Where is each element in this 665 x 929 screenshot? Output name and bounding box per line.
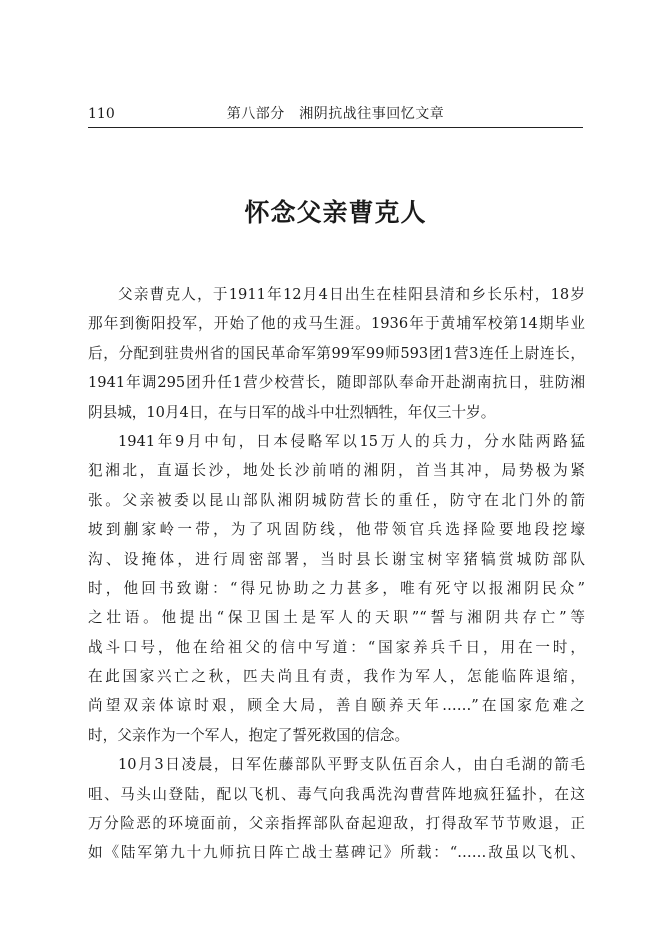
text-line: 如《陆军第九十九师抗日阵亡战士墓碑记》所载：“……敌虽以飞机、: [88, 844, 585, 862]
page-header: [88, 103, 583, 128]
text-line: 1941年调295团升任1营少校营长，随即部队奉命开赴湖南抗日，驻防湘: [88, 374, 585, 392]
text-line: 阴县城，10月4日，在与日军的战斗中壮烈牺牲，年仅三十岁。: [88, 403, 496, 421]
paragraph: [88, 280, 585, 427]
text-line: 之壮语。他提出“保卫国土是军人的天职”“誓与湘阴共存亡”等: [88, 609, 585, 627]
article-body: [88, 280, 585, 868]
text-line: 咀、马头山登陆，配以飞机、毒气向我禹洗沟曹营阵地疯狂猛扑，在这: [88, 785, 585, 803]
text-line: 尚望双亲体谅时艰，顾全大局，善自颐养天年……”在国家危难之: [88, 697, 585, 715]
page-number: 110: [88, 106, 115, 122]
article-title: 怀念父亲曹克人: [244, 198, 427, 227]
text-line: 1941年9月中旬，日本侵略军以15万人的兵力，分水陆两路猛: [118, 432, 585, 450]
paragraph: [88, 427, 585, 750]
text-line: 坡到蒯家岭一带，为了巩固防线，他带领官兵选择险要地段挖壕: [88, 521, 585, 539]
text-line: 沟、设掩体，进行周密部署，当时县长谢宝树宰猪犒赏城防部队: [88, 550, 585, 568]
text-line: 万分险恶的环境面前，父亲指挥部队奋起迎敌，打得敌军节节败退，正: [88, 815, 585, 833]
text-line: 后，分配到驻贵州省的国民革命军第99军99师593团1营3连任上尉连长，: [88, 344, 585, 362]
text-line: 父亲曹克人，于1911年12月4日出生在桂阳县清和乡长乐村，18岁: [118, 286, 585, 303]
text-line: 战斗口号，他在给祖父的信中写道：“国家养兵千日，用在一时，: [88, 638, 585, 656]
text-line: 犯湘北，直逼长沙，地处长沙前哨的湘阴，首当其冲，局势极为紧: [88, 462, 585, 480]
text-line: 时，他回书致谢：“得兄协助之力甚多，唯有死守以报湘阴民众”: [88, 579, 585, 597]
text-line: 那年到衡阳投军，开始了他的戎马生涯。1936年于黄埔军校第14期毕业: [88, 315, 585, 333]
text-line: 10月3日凌晨，日军佐藤部队平野支队伍百余人，由白毛湖的箭毛: [118, 756, 585, 774]
text-line: 在此国家兴亡之秋，匹夫尚且有责，我作为军人，怎能临阵退缩，: [88, 668, 585, 686]
text-line: 张。父亲被委以昆山部队湘阴城防营长的重任，防守在北门外的箭: [88, 491, 585, 509]
running-head: 第八部分 湘阴抗战往事回忆文章: [226, 106, 445, 122]
paragraph: [88, 750, 585, 868]
text-line: 时，父亲作为一个军人，抱定了誓死救国的信念。: [88, 726, 410, 744]
